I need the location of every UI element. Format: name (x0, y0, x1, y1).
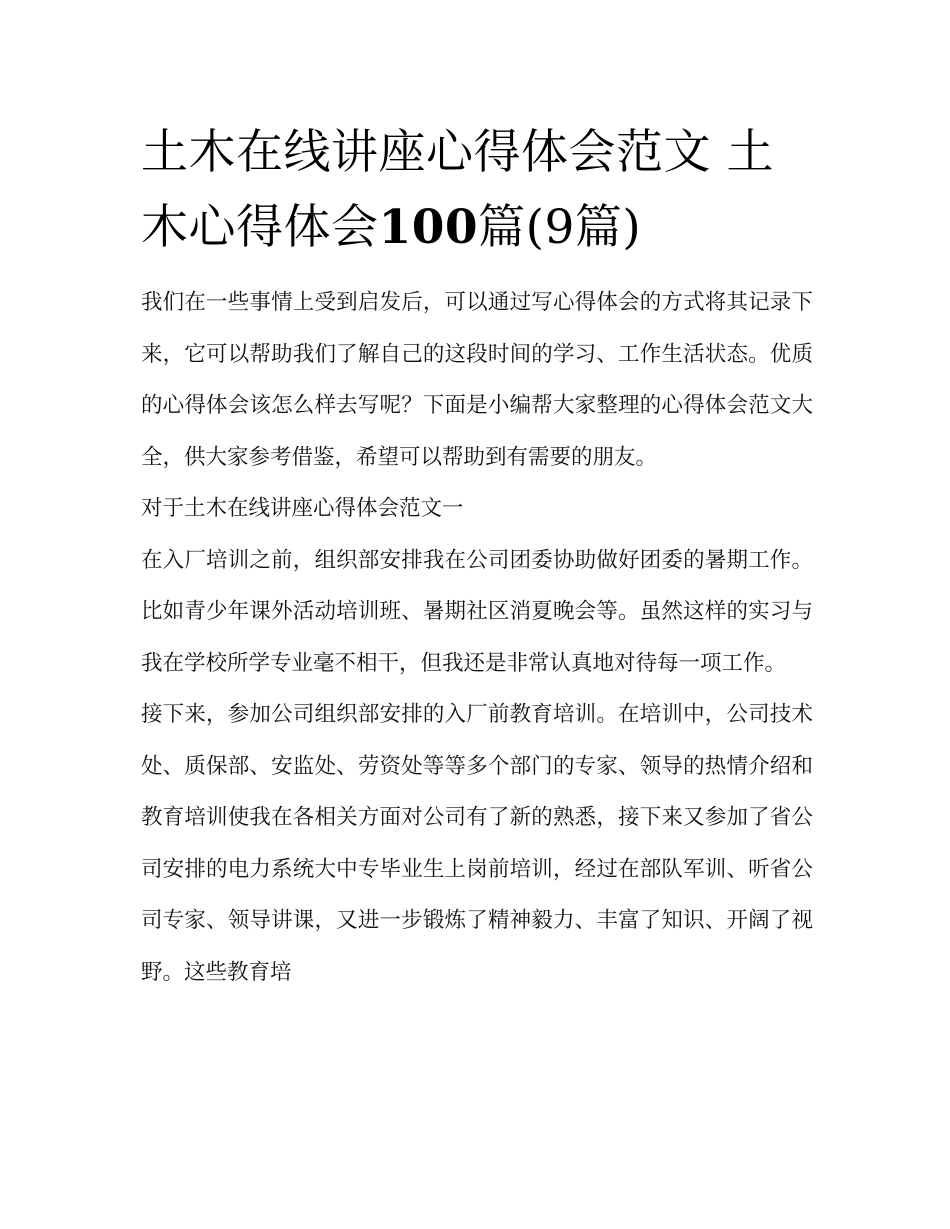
title-text-part2: 篇(9篇) (478, 200, 642, 255)
document-body (141, 277, 813, 998)
document-title (141, 115, 813, 265)
title-text-part1: 土木在线讲座心得体会范文 土木心得体会 (141, 125, 774, 255)
title-number: 100 (378, 200, 479, 255)
intro-paragraph: 我们在一些事情上受到启发后，可以通过写心得体会的方式将其记录下来，它可以帮助我们了解自己的这段时间的学习、工作生活状态。优质的心得体会该怎么样去写呢？下面是小编帮大家整理的心得体会范文大全，供大家参考借鉴，希望可以帮助到有需要的朋友。 (141, 290, 813, 470)
document-content (141, 115, 813, 998)
section-heading: 对于土木在线讲座心得体会范文一 (141, 496, 464, 521)
body-paragraph: 接下来，参加公司组织部安排的入厂前教育培训。在培训中，公司技术处、质保部、安监处、劳资处等等多个部门的专家、领导的热情介绍和教育培训使我在各相关方面对公司有了新的熟悉，接下来又参加了省公司安排的电力系统大中专毕业生上岗前培训，经过在部队军训、听省公司专家、领导讲课，又进一步锻炼了精神毅力、丰富了知识、开阔了视野。这些教育培 (141, 702, 813, 985)
body-paragraph: 在入厂培训之前，组织部安排我在公司团委协助做好团委的暑期工作。比如青少年课外活动培训班、暑期社区消夏晚会等。虽然这样的实习与我在学校所学专业毫不相干，但我还是非常认真地对待每一项工作。 (141, 547, 813, 676)
